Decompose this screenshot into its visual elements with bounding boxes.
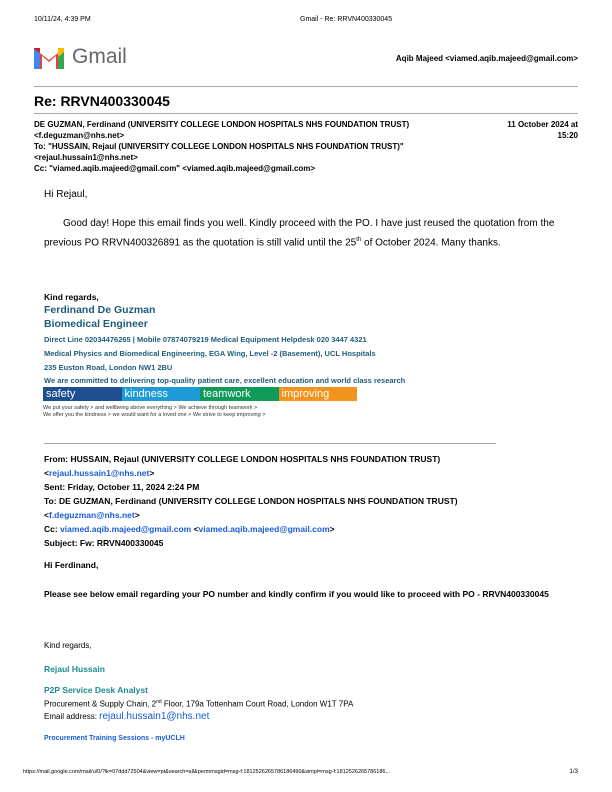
message-cc: Cc: "viamed.aqib.majeed@gmail.com" <viamed.aqib.majeed@gmail.com> [34,164,316,173]
message-to: To: "HUSSAIN, Rejaul (UNIVERSITY COLLEGE LONDON HOSPITALS NHS FOUNDATION TRUST)" <rejaul.hussain1@nhs.net> [34,142,404,162]
sig-motto: We are committed to delivering top-quality patient care, excellent education and world class research [44,376,406,385]
quoted-sig-address: Procurement & Supply Chain, 2nd Floor, 179a Tottenham Court Road, London W1T 7PA [44,699,354,709]
quoted-sig-email: Email address: rejaul.hussain1@nhs.net [44,711,210,722]
value-kindness: kindness [122,387,201,401]
values-banner [43,387,357,401]
quoted-body: Please see below email regarding your PO number and kindly confirm if you would like to proceed with PO - RRVN400330045 [44,589,549,599]
quoted-greeting: Hi Ferdinand, [44,560,99,570]
quoted-sig-title: P2P Service Desk Analyst [44,685,148,695]
quoted-email-link[interactable]: rejaul.hussain1@nhs.net [99,711,210,722]
values-line: We offer you the kindness > we would want for a loved one > We strive to keep improving > [43,412,266,418]
gmail-logo [34,45,127,69]
cc-link[interactable]: viamed.aqib.majeed@gmail.com [60,524,192,534]
quoted-signoff: Kind regards, [44,641,92,650]
message-from: DE GUZMAN, Ferdinand (UNIVERSITY COLLEGE LONDON HOSPITALS NHS FOUNDATION TRUST) <f.deguzman@nhs.net> [34,120,410,140]
thread-subject: Re: RRVN400330045 [34,93,170,109]
message-body: Good day! Hope this email finds you well. Kindly proceed with the PO. I have just reused the quotation from the previous PO RRVN400326891 as the quotation is still valid until the 25th of October 2024. Many thanks. [44,218,555,249]
sig-name: Ferdinand De Guzman [44,304,156,316]
page-number: 1/3 [569,769,578,775]
message-date: 11 October 2024 at 15:20 [507,120,578,140]
cc-email-link[interactable]: viamed.aqib.majeed@gmail.com [198,524,330,534]
training-link[interactable]: Procurement Training Sessions - myUCLH [44,735,185,742]
divider [34,113,578,114]
app-name: Gmail [72,45,127,68]
print-datetime: 10/11/24, 4:39 PM [34,16,91,23]
quoted-sig-name: Rejaul Hussain [44,664,105,674]
print-url: https://mail.google.com/mail/u/0/?ik=07ddd72504&view=pt&search=all&permmsgid=msg-f:1812526265786186490&simpl=msg-f:1812526265786186... [23,769,391,775]
value-teamwork: teamwork [200,387,279,401]
value-safety: safety [43,387,122,401]
greeting: Hi Rejaul, [44,189,88,200]
sig-dept: Medical Physics and Biomedical Engineering, EGA Wing, Level -2 (Basement), UCL Hospitals [44,349,376,358]
quote-divider [44,443,496,444]
quoted-header: From: HUSSAIN, Rejaul (UNIVERSITY COLLEGE LONDON HOSPITALS NHS FOUNDATION TRUST) <rejaul.hussain1@nhs.net> Sent: Friday, October 11, 2024 2:24 PM To: DE GUZMAN, Ferdinand (UNIVERSITY COLLEGE LONDON HOSPITALS NHS FOUNDATION TRUST) <f.deguzman@nhs.net> Cc: viamed.aqib.majeed@gmail.com <viamed.aqib.majeed@gmail.com> Subject: Fw: RRVN400330045 [44,454,458,548]
signoff: Kind regards, [44,292,99,302]
print-title: Gmail - Re: RRVN400330045 [300,16,393,23]
values-line: We put your safety > and wellbeing above everything > We achieve through teamwork > [43,405,258,411]
to-email-link[interactable]: f.deguzman@nhs.net [48,510,135,520]
sig-contact: Direct Line 02034476265 | Mobile 07874079219 Medical Equipment Helpdesk 020 3447 4321 [44,335,367,344]
value-improving: improving [279,387,358,401]
sig-title: Biomedical Engineer [44,318,148,330]
account-label: Aqib Majeed <viamed.aqib.majeed@gmail.com> [395,54,578,63]
gmail-m-icon [34,45,64,69]
divider [34,86,578,87]
sig-address: 235 Euston Road, London NW1 2BU [44,363,173,372]
from-email-link[interactable]: rejaul.hussain1@nhs.net [48,468,150,478]
